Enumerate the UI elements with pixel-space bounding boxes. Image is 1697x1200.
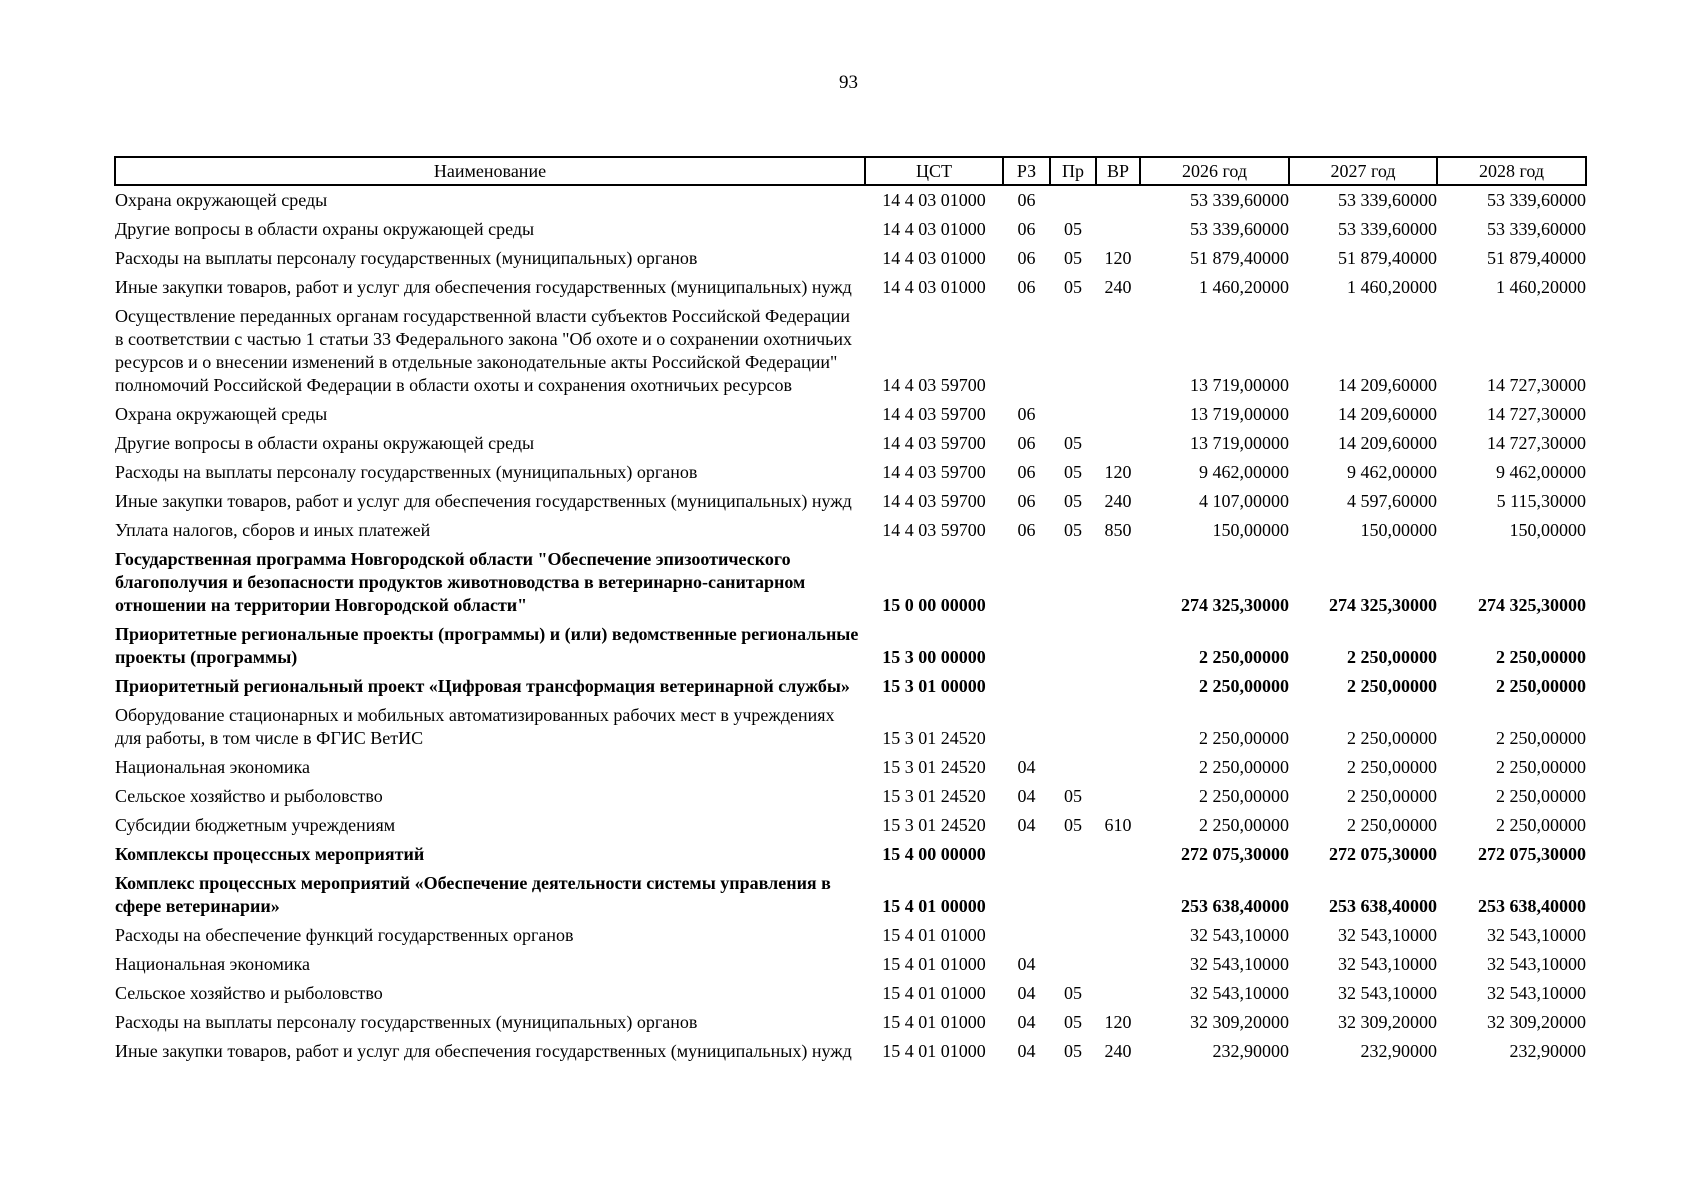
row-2028: 2 250,00000 (1496, 786, 1586, 806)
row-2027: 2 250,00000 (1347, 647, 1437, 667)
row-2026: 9 462,00000 (1199, 462, 1289, 482)
row-name: Иные закупки товаров, работ и услуг для обеспечения государственных (муниципальных) нужд (115, 277, 852, 297)
table-row (115, 241, 1586, 270)
row-cst: 14 4 03 59700 (882, 433, 986, 453)
row-pr: 05 (1064, 815, 1082, 835)
row-rz: 04 (1017, 1041, 1036, 1061)
row-rz: 04 (1017, 954, 1036, 974)
row-2027: 51 879,40000 (1338, 248, 1437, 268)
table-row (115, 542, 1586, 617)
row-2028: 253 638,40000 (1478, 896, 1586, 916)
row-2027: 2 250,00000 (1347, 815, 1437, 835)
row-vr: 610 (1104, 815, 1132, 835)
table-body (115, 185, 1586, 1063)
row-pr (1050, 299, 1096, 397)
row-vr (1096, 669, 1140, 698)
row-2027: 14 209,60000 (1338, 404, 1437, 424)
row-2028: 150,00000 (1509, 520, 1586, 540)
table-row (115, 185, 1586, 212)
row-vr (1096, 212, 1140, 241)
row-rz: 06 (1017, 433, 1036, 453)
row-2027: 14 209,60000 (1338, 375, 1437, 395)
row-cst: 15 3 00 00000 (882, 647, 986, 667)
row-2028: 32 543,10000 (1487, 983, 1586, 1003)
row-pr: 05 (1064, 277, 1082, 297)
row-2028: 2 250,00000 (1496, 757, 1586, 777)
table-row (115, 1005, 1586, 1034)
row-vr (1096, 426, 1140, 455)
table-row (115, 750, 1586, 779)
row-pr (1050, 947, 1096, 976)
table-row (115, 976, 1586, 1005)
row-2027: 1 460,20000 (1347, 277, 1437, 297)
row-2027: 14 209,60000 (1338, 433, 1437, 453)
row-rz: 06 (1017, 248, 1036, 268)
row-2027: 232,90000 (1360, 1041, 1437, 1061)
row-2027: 2 250,00000 (1347, 676, 1437, 696)
row-cst: 14 4 03 01000 (882, 248, 986, 268)
row-2027: 2 250,00000 (1347, 786, 1437, 806)
row-cst: 15 4 01 01000 (882, 1012, 986, 1032)
row-rz: 06 (1017, 404, 1036, 424)
row-rz: 04 (1017, 757, 1036, 777)
header-2028: 2028 год (1437, 157, 1586, 185)
row-vr: 120 (1104, 462, 1132, 482)
row-2028: 53 339,60000 (1487, 190, 1586, 210)
row-vr (1096, 750, 1140, 779)
row-2027: 2 250,00000 (1347, 728, 1437, 748)
row-vr (1096, 918, 1140, 947)
row-name: Иные закупки товаров, работ и услуг для обеспечения государственных (муниципальных) нужд (115, 1041, 852, 1061)
row-pr (1050, 750, 1096, 779)
row-2026: 274 325,30000 (1181, 595, 1289, 615)
row-2028: 14 727,30000 (1487, 433, 1586, 453)
row-rz: 04 (1017, 786, 1036, 806)
table-header-row (115, 157, 1586, 185)
row-pr (1050, 918, 1096, 947)
header-rz: РЗ (1003, 157, 1050, 185)
row-rz: 06 (1017, 491, 1036, 511)
row-name: Государственная программа Новгородской области "Обеспечение эпизоотического благополучия и безопасности продуктов животноводства в ветеринарно-санитарном отношении на территории Новгородской области" (115, 549, 806, 615)
row-name: Субсидии бюджетным учреждениям (115, 815, 396, 835)
row-cst: 14 4 03 59700 (882, 462, 986, 482)
row-2026: 272 075,30000 (1181, 844, 1289, 864)
row-2028: 232,90000 (1509, 1041, 1586, 1061)
table-row (115, 513, 1586, 542)
row-vr (1096, 397, 1140, 426)
row-cst: 14 4 03 01000 (882, 219, 986, 239)
row-rz: 04 (1017, 1012, 1036, 1032)
row-rz: 04 (1017, 983, 1036, 1003)
row-rz (1003, 669, 1050, 698)
row-pr: 05 (1064, 520, 1082, 540)
row-2027: 53 339,60000 (1338, 219, 1437, 239)
row-cst: 14 4 03 01000 (882, 190, 986, 210)
row-2028: 9 462,00000 (1496, 462, 1586, 482)
row-name: Расходы на выплаты персоналу государственных (муниципальных) органов (115, 248, 698, 268)
row-cst: 15 4 01 01000 (882, 983, 986, 1003)
row-2028: 14 727,30000 (1487, 375, 1586, 395)
row-2027: 32 543,10000 (1338, 954, 1437, 974)
row-pr: 05 (1064, 219, 1082, 239)
row-rz (1003, 542, 1050, 617)
row-2026: 2 250,00000 (1199, 757, 1289, 777)
row-pr (1050, 698, 1096, 750)
row-rz: 06 (1017, 190, 1036, 210)
header-name: Наименование (115, 157, 865, 185)
row-vr (1096, 542, 1140, 617)
budget-table (114, 156, 1587, 1063)
row-name: Расходы на выплаты персоналу государственных (муниципальных) органов (115, 1012, 698, 1032)
row-2027: 274 325,30000 (1329, 595, 1437, 615)
row-2026: 2 250,00000 (1199, 728, 1289, 748)
row-2028: 32 543,10000 (1487, 954, 1586, 974)
row-pr: 05 (1064, 1041, 1082, 1061)
row-name: Другие вопросы в области охраны окружающей среды (115, 219, 535, 239)
table-row (115, 779, 1586, 808)
row-vr: 240 (1104, 491, 1132, 511)
row-cst: 15 4 01 01000 (882, 925, 986, 945)
row-2026: 53 339,60000 (1190, 219, 1289, 239)
row-rz: 06 (1017, 219, 1036, 239)
row-rz (1003, 918, 1050, 947)
table-row (115, 426, 1586, 455)
row-name: Национальная экономика (115, 757, 310, 777)
row-2028: 1 460,20000 (1496, 277, 1586, 297)
row-pr: 05 (1064, 786, 1082, 806)
page-number: 93 (839, 72, 858, 93)
table-row (115, 698, 1586, 750)
row-2026: 2 250,00000 (1199, 647, 1289, 667)
row-rz: 06 (1017, 520, 1036, 540)
row-2028: 2 250,00000 (1496, 676, 1586, 696)
row-2026: 32 543,10000 (1190, 925, 1289, 945)
row-name: Другие вопросы в области охраны окружающей среды (115, 433, 535, 453)
row-name: Приоритетные региональные проекты (программы) и (или) ведомственные региональные проекты (программы) (115, 624, 859, 667)
row-2028: 2 250,00000 (1496, 728, 1586, 748)
row-2027: 53 339,60000 (1338, 190, 1437, 210)
row-2027: 9 462,00000 (1347, 462, 1437, 482)
row-cst: 15 3 01 24520 (882, 728, 986, 748)
table-row (115, 397, 1586, 426)
row-name: Оборудование стационарных и мобильных автоматизированных рабочих мест в учреждениях для работы, в том числе в ФГИС ВетИС (115, 705, 835, 748)
row-2027: 32 543,10000 (1338, 983, 1437, 1003)
row-rz (1003, 837, 1050, 866)
row-vr (1096, 185, 1140, 212)
row-cst: 14 4 03 59700 (882, 491, 986, 511)
row-name: Осуществление переданных органам государственной власти субъектов Российской Федерации в соответствии с частью 1 статьи 33 Федерального закона "Об охоте и о сохранении охотничьих ресурсов и о внесении изменений в отдельные законодательные акты Российской Федерации" полномочий Российской Федерации в области охоты и сохранения охотничьих ресурсов (115, 306, 852, 395)
table-row (115, 212, 1586, 241)
row-vr: 240 (1104, 1041, 1132, 1061)
row-2026: 2 250,00000 (1199, 786, 1289, 806)
row-2028: 272 075,30000 (1478, 844, 1586, 864)
table-row (115, 270, 1586, 299)
table-row (115, 837, 1586, 866)
row-2027: 32 309,20000 (1338, 1012, 1437, 1032)
row-vr (1096, 617, 1140, 669)
row-cst: 15 4 01 01000 (882, 954, 986, 974)
row-vr: 120 (1104, 1012, 1132, 1032)
header-vr: ВР (1096, 157, 1140, 185)
table-row (115, 808, 1586, 837)
row-cst: 14 4 03 59700 (882, 520, 986, 540)
row-2026: 150,00000 (1212, 520, 1289, 540)
row-2027: 32 543,10000 (1338, 925, 1437, 945)
row-cst: 14 4 03 59700 (882, 375, 986, 395)
row-name: Расходы на выплаты персоналу государственных (муниципальных) органов (115, 462, 698, 482)
row-vr (1096, 947, 1140, 976)
row-cst: 15 4 00 00000 (882, 844, 986, 864)
row-pr: 05 (1064, 1012, 1082, 1032)
header-2027: 2027 год (1289, 157, 1437, 185)
row-2026: 13 719,00000 (1190, 375, 1289, 395)
table-row (115, 299, 1586, 397)
row-vr: 120 (1104, 248, 1132, 268)
row-pr (1050, 866, 1096, 918)
row-pr: 05 (1064, 248, 1082, 268)
row-rz: 04 (1017, 815, 1036, 835)
row-vr (1096, 866, 1140, 918)
row-2026: 32 543,10000 (1190, 954, 1289, 974)
table-row (115, 484, 1586, 513)
row-2028: 14 727,30000 (1487, 404, 1586, 424)
row-cst: 15 0 00 00000 (882, 595, 986, 615)
row-pr: 05 (1064, 983, 1082, 1003)
row-name: Иные закупки товаров, работ и услуг для обеспечения государственных (муниципальных) нужд (115, 491, 852, 511)
row-rz (1003, 299, 1050, 397)
row-vr (1096, 698, 1140, 750)
row-2028: 53 339,60000 (1487, 219, 1586, 239)
table-row (115, 1034, 1586, 1063)
row-name: Сельское хозяйство и рыболовство (115, 786, 383, 806)
row-rz: 06 (1017, 462, 1036, 482)
row-cst: 15 4 01 00000 (882, 896, 986, 916)
row-rz (1003, 866, 1050, 918)
row-name: Охрана окружающей среды (115, 404, 328, 424)
row-pr: 05 (1064, 462, 1082, 482)
row-2026: 2 250,00000 (1199, 815, 1289, 835)
row-2028: 32 543,10000 (1487, 925, 1586, 945)
row-vr (1096, 299, 1140, 397)
row-cst: 15 3 01 24520 (882, 815, 986, 835)
row-2027: 150,00000 (1360, 520, 1437, 540)
row-pr (1050, 397, 1096, 426)
table-row (115, 669, 1586, 698)
row-2028: 2 250,00000 (1496, 647, 1586, 667)
row-2026: 1 460,20000 (1199, 277, 1289, 297)
header-cst: ЦСТ (865, 157, 1003, 185)
row-rz (1003, 698, 1050, 750)
row-pr (1050, 837, 1096, 866)
row-2026: 13 719,00000 (1190, 433, 1289, 453)
row-name: Сельское хозяйство и рыболовство (115, 983, 383, 1003)
row-2028: 32 309,20000 (1487, 1012, 1586, 1032)
row-name: Расходы на обеспечение функций государственных органов (115, 925, 574, 945)
row-name: Охрана окружающей среды (115, 190, 328, 210)
row-2026: 13 719,00000 (1190, 404, 1289, 424)
row-name: Комплексы процессных мероприятий (115, 844, 425, 864)
row-2026: 2 250,00000 (1199, 676, 1289, 696)
row-2027: 272 075,30000 (1329, 844, 1437, 864)
row-cst: 15 4 01 01000 (882, 1041, 986, 1061)
table-row (115, 947, 1586, 976)
row-2028: 51 879,40000 (1487, 248, 1586, 268)
row-2028: 5 115,30000 (1496, 491, 1586, 511)
table-row (115, 918, 1586, 947)
row-name: Национальная экономика (115, 954, 310, 974)
row-2027: 253 638,40000 (1329, 896, 1437, 916)
row-pr: 05 (1064, 433, 1082, 453)
row-2026: 232,90000 (1212, 1041, 1289, 1061)
header-pr: Пр (1050, 157, 1096, 185)
row-2026: 32 309,20000 (1190, 1012, 1289, 1032)
row-cst: 15 3 01 24520 (882, 757, 986, 777)
row-cst: 14 4 03 59700 (882, 404, 986, 424)
row-vr: 240 (1104, 277, 1132, 297)
row-cst: 15 3 01 24520 (882, 786, 986, 806)
table-row (115, 866, 1586, 918)
row-pr (1050, 669, 1096, 698)
row-2026: 253 638,40000 (1181, 896, 1289, 916)
row-vr (1096, 779, 1140, 808)
row-rz: 06 (1017, 277, 1036, 297)
row-cst: 15 3 01 00000 (882, 676, 986, 696)
row-2026: 32 543,10000 (1190, 983, 1289, 1003)
row-pr (1050, 617, 1096, 669)
row-2026: 53 339,60000 (1190, 190, 1289, 210)
row-pr (1050, 185, 1096, 212)
row-pr: 05 (1064, 491, 1082, 511)
row-2027: 4 597,60000 (1347, 491, 1437, 511)
row-pr (1050, 542, 1096, 617)
row-name: Уплата налогов, сборов и иных платежей (115, 520, 431, 540)
header-2026: 2026 год (1140, 157, 1289, 185)
row-2027: 2 250,00000 (1347, 757, 1437, 777)
table-row (115, 617, 1586, 669)
table-row (115, 455, 1586, 484)
row-vr: 850 (1104, 520, 1132, 540)
row-vr (1096, 976, 1140, 1005)
row-cst: 14 4 03 01000 (882, 277, 986, 297)
row-2028: 2 250,00000 (1496, 815, 1586, 835)
row-2026: 51 879,40000 (1190, 248, 1289, 268)
row-2028: 274 325,30000 (1478, 595, 1586, 615)
row-2026: 4 107,00000 (1199, 491, 1289, 511)
row-rz (1003, 617, 1050, 669)
row-vr (1096, 837, 1140, 866)
row-name: Комплекс процессных мероприятий «Обеспечение деятельности системы управления в сфере ветеринарии» (115, 873, 831, 916)
row-name: Приоритетный региональный проект «Цифровая трансформация ветеринарной службы» (115, 676, 850, 696)
